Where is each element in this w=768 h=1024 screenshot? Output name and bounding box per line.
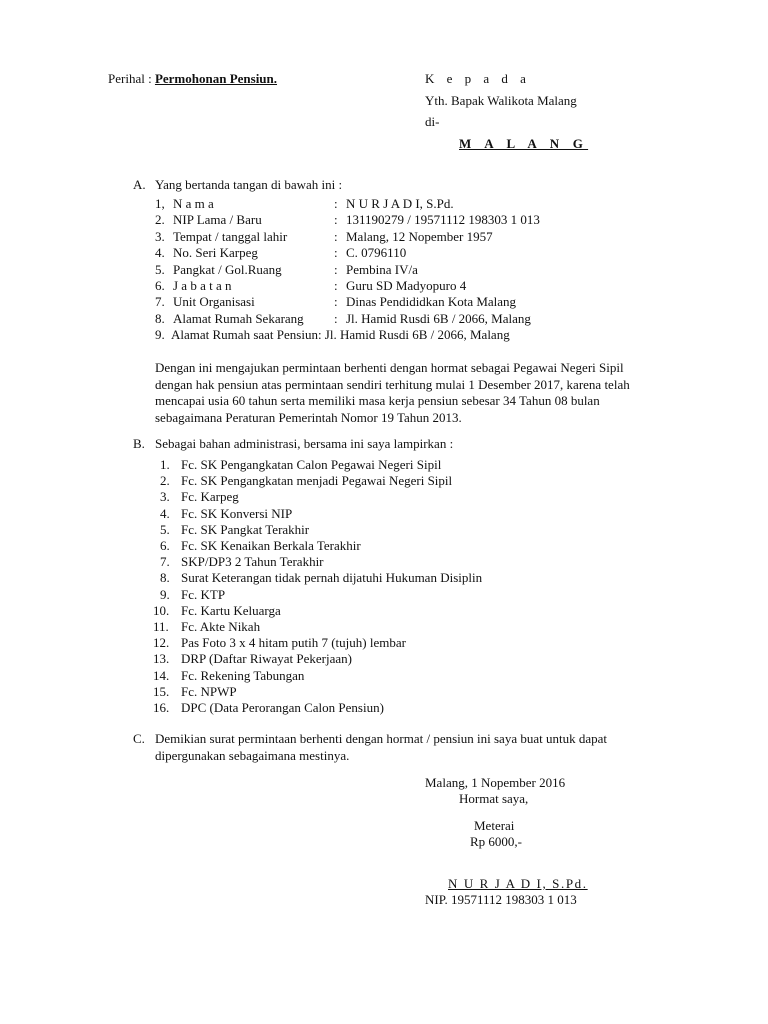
attachment-item: Surat Keterangan tidak pernah dijatuhi Hukuman Disiplin — [181, 570, 483, 586]
field-value: Malang, 12 Nopember 1957 — [346, 228, 493, 244]
attachment-number: 2. — [160, 473, 170, 489]
field-label: Pangkat / Gol.Ruang — [173, 261, 282, 277]
attachment-number: 6. — [160, 538, 170, 553]
attachment-number: 14. — [153, 667, 170, 683]
attachment-number: 16. — [153, 700, 170, 715]
field-separator: : — [334, 196, 338, 211]
attachment-item: Fc. Kartu Keluarga — [181, 602, 281, 618]
place-date: Malang, 1 Nopember 2016 — [425, 775, 566, 790]
attachment-number: 12. — [153, 635, 170, 651]
field-value: Dinas Pendididkan Kota Malang — [346, 294, 517, 310]
field-label: J a b a t a n — [173, 278, 232, 293]
field-separator: : — [334, 228, 338, 244]
field-label: NIP Lama / Baru — [173, 212, 262, 228]
field-label: No. Seri Karpeg — [173, 245, 258, 261]
field-label: Alamat Rumah Sekarang — [173, 310, 304, 326]
field-separator: : — [334, 310, 338, 326]
recipient: Yth. Bapak Walikota Malang — [425, 93, 577, 108]
attachment-item: Fc. SK Konversi NIP — [181, 505, 293, 521]
attachment-item: DPC (Data Perorangan Calon Pensiun) — [181, 700, 384, 715]
field-value: Guru SD Madyopuro 4 — [346, 278, 467, 293]
closing-line-2: dipergunakan sebagaimana mestinya. — [155, 748, 350, 763]
attachment-item: Fc. SK Pangkat Terakhir — [181, 521, 310, 537]
attachment-number: 10. — [153, 602, 170, 618]
attachment-number: 8. — [160, 570, 170, 586]
field-number: 2. — [155, 212, 165, 228]
signatory-nip: NIP. 19571112 198303 1 013 — [425, 892, 577, 907]
field-number: 1, — [155, 196, 165, 211]
attachment-item: Fc. Rekening Tabungan — [181, 667, 305, 683]
section-a-intro: Yang bertanda tangan di bawah ini : — [155, 177, 343, 192]
attachment-number: 13. — [153, 651, 170, 667]
attachment-number: 11. — [153, 619, 169, 634]
attachment-number: 15. — [153, 683, 170, 699]
field-separator: : — [334, 278, 338, 293]
attachment-number: 7. — [160, 554, 170, 570]
field-value: Pembina IV/a — [346, 261, 418, 277]
recipient-di: di- — [425, 114, 440, 129]
attachment-number: 4. — [160, 505, 170, 521]
paragraph-line: mencapai usia 60 tahun serta memiliki masa kerja pensiun sebesar 34 Tahun 08 bulan — [155, 393, 600, 408]
attachment-item: Fc. SK Kenaikan Berkala Terakhir — [181, 538, 361, 553]
field-label: N a m a — [173, 196, 214, 211]
attachment-number: 1. — [160, 457, 170, 472]
attachment-number: 3. — [160, 489, 170, 505]
field-number: 6. — [155, 278, 165, 293]
field-separator: : — [334, 245, 338, 261]
section-a-marker: A. — [133, 177, 146, 192]
attachment-item: SKP/DP3 2 Tahun Terakhir — [181, 554, 324, 570]
field-value: Jl. Hamid Rusdi 6B / 2066, Malang — [346, 310, 531, 326]
stamp-label: Meterai — [474, 818, 515, 833]
paragraph-line: Dengan ini mengajukan permintaan berhenti dengan hormat sebagai Pegawai Negeri Sipil — [155, 360, 624, 375]
attachment-item: Fc. NPWP — [181, 683, 237, 699]
field-label: Tempat / tanggal lahir — [173, 228, 288, 244]
field-separator: : — [334, 212, 338, 228]
attachment-item: Fc. Karpeg — [181, 489, 239, 505]
field-separator: : — [334, 261, 338, 277]
closing-salutation: Hormat saya, — [459, 791, 529, 806]
attachment-number: 5. — [160, 521, 170, 537]
paragraph-line: dengan hak pensiun atas permintaan sendiri terhitung mulai 1 Desember 2017, karena telah — [155, 376, 630, 392]
section-c-marker: C. — [133, 731, 145, 746]
field-number: 3. — [155, 228, 165, 244]
attachment-item: Pas Foto 3 x 4 hitam putih 7 (tujuh) lembar — [181, 635, 406, 651]
paragraph-line: sebagaimana Peraturan Pemerintah Nomor 19 Tahun 2013. — [155, 409, 462, 425]
perihal-line — [108, 71, 277, 87]
attachment-item: Fc. SK Pengangkatan menjadi Pegawai Negeri Sipil — [181, 473, 453, 489]
field-separator: : — [334, 294, 338, 310]
attachment-item: Fc. Akte Nikah — [181, 619, 261, 634]
attachment-number: 9. — [160, 586, 170, 602]
field-text: Alamat Rumah saat Pensiun: Jl. Hamid Rusdi 6B / 2066, Malang — [171, 327, 510, 342]
perihal-subject: Permohonan Pensiun. — [154, 71, 278, 86]
perihal-label: Perihal : — [108, 71, 152, 86]
attachment-item: DRP (Daftar Riwayat Pekerjaan) — [181, 651, 352, 667]
recipient-city: M A L A N G — [459, 136, 589, 151]
field-value: 131190279 / 19571112 198303 1 013 — [346, 212, 540, 228]
field-number: 9. — [155, 327, 165, 342]
closing-line-1: Demikian surat permintaan berhenti dengan hormat / pensiun ini saya buat untuk dapat — [155, 731, 607, 746]
identity-field-9 — [155, 327, 510, 343]
section-b-intro: Sebagai bahan administrasi, bersama ini saya lampirkan : — [155, 436, 454, 451]
field-value: C. 0796110 — [346, 245, 407, 261]
kepada-label: K e p a d a — [425, 71, 531, 86]
attachment-item: Fc. SK Pengangkatan Calon Pegawai Negeri Sipil — [181, 457, 442, 472]
field-number: 7. — [155, 294, 165, 310]
field-label: Unit Organisasi — [173, 294, 255, 310]
field-number: 8. — [155, 310, 165, 326]
attachment-item: Fc. KTP — [181, 586, 226, 602]
field-value: N U R J A D I, S.Pd. — [346, 196, 454, 211]
field-number: 4. — [155, 245, 165, 261]
signatory-name: N U R J A D I, S.Pd. — [448, 876, 588, 891]
stamp-amount: Rp 6000,- — [470, 834, 522, 849]
field-number: 5. — [155, 261, 165, 277]
section-b-marker: B. — [133, 436, 145, 451]
